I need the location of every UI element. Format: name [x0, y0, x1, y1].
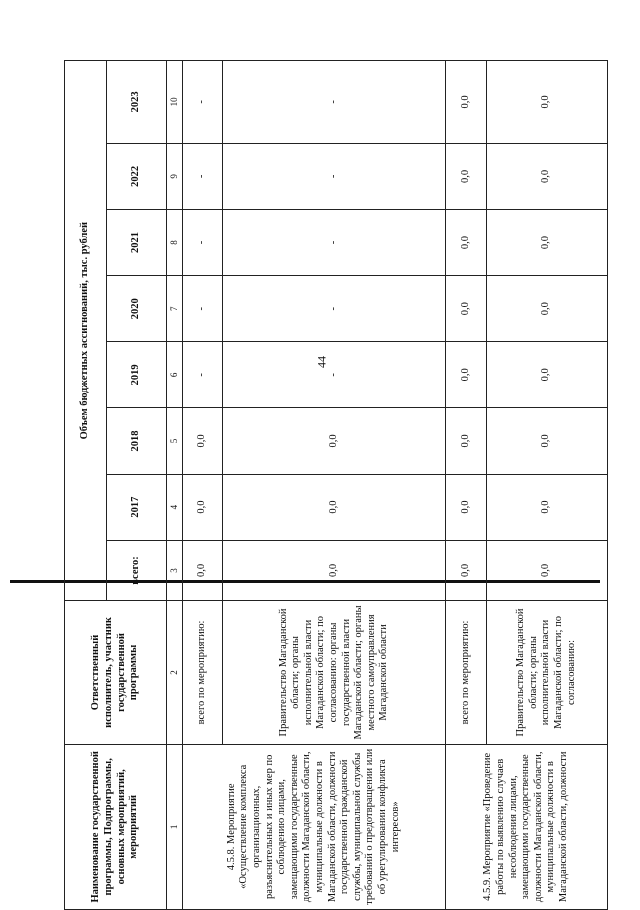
value-cell: -	[223, 276, 446, 342]
column-number: 3	[167, 540, 183, 601]
measure-name: 4.5.8. Мероприятие «Осуществление комплекса организационных, разъяснительных и иных мер по соблюдению лицами, замещающими государственные должности Магаданской области, муниципальные должности в Магаданской области, должности государственной гражданской службы, муниципальной службы требований о предотвращении или об урегулировании конфликта интересов»	[183, 744, 446, 909]
header-year: 2019	[107, 342, 167, 408]
value-cell: 0,0	[446, 342, 486, 408]
value-cell: 0,0	[446, 540, 486, 601]
column-number: 9	[167, 143, 183, 209]
header-executor: Ответственный исполнитель, участник государственной программы	[65, 601, 167, 744]
value-cell: -	[183, 143, 223, 209]
value-cell: -	[223, 342, 446, 408]
header-year: 2021	[107, 209, 167, 275]
budget-table	[64, 60, 608, 910]
value-cell: 0,0	[446, 209, 486, 275]
value-cell: 0,0	[486, 276, 607, 342]
executor-list: Правительство Магаданской области; органы исполнительной власти Магаданской области; по согласованию:	[486, 601, 607, 744]
header-budget: Объем бюджетных ассигнований, тыс. рублей	[65, 61, 107, 601]
value-cell: 0,0	[446, 143, 486, 209]
column-number: 5	[167, 408, 183, 474]
column-number: 8	[167, 209, 183, 275]
measure-name: 4.5.9. Мероприятие «Проведение работы по выявлению случаев несоблюдения лицами, замещающими государственные должности Магаданской области, муниципальные должности в Магаданской области, должности	[446, 744, 608, 909]
executor-list: Правительство Магаданской области; органы исполнительной власти Магаданской области; по согласованию: органы государственной власти Магаданской области; органы местного самоуправления Магаданской области	[223, 601, 446, 744]
header-name: Наименование государственной программы, Подпрограммы, основных мероприятий, мероприятий	[65, 744, 167, 909]
header-year: 2020	[107, 276, 167, 342]
header-year: 2022	[107, 143, 167, 209]
value-cell: -	[183, 61, 223, 144]
value-cell: 0,0	[486, 408, 607, 474]
value-cell: 0,0	[486, 474, 607, 540]
column-number: 2	[167, 601, 183, 744]
column-number: 4	[167, 474, 183, 540]
value-cell: -	[223, 61, 446, 144]
header-year: 2018	[107, 408, 167, 474]
value-cell: 0,0	[486, 61, 607, 144]
value-cell: -	[223, 143, 446, 209]
value-cell: 0,0	[486, 342, 607, 408]
value-cell: -	[183, 209, 223, 275]
value-cell: -	[223, 209, 446, 275]
column-number: 6	[167, 342, 183, 408]
executor-total: всего по мероприятию:	[183, 601, 223, 744]
executor-total: всего по мероприятию:	[446, 601, 486, 744]
value-cell: 0,0	[223, 408, 446, 474]
column-number: 7	[167, 276, 183, 342]
value-cell: 0,0	[486, 143, 607, 209]
value-cell: 0,0	[223, 540, 446, 601]
value-cell: 0,0	[486, 209, 607, 275]
value-cell: 0,0	[446, 276, 486, 342]
value-cell: 0,0	[223, 474, 446, 540]
value-cell: 0,0	[446, 408, 486, 474]
value-cell: 0,0	[183, 540, 223, 601]
value-cell: -	[183, 342, 223, 408]
value-cell: 0,0	[183, 408, 223, 474]
header-year: 2023	[107, 61, 167, 144]
value-cell: -	[183, 276, 223, 342]
page-number: 44	[314, 356, 329, 368]
header-total: всего:	[107, 540, 167, 601]
value-cell: 0,0	[486, 540, 607, 601]
column-number: 10	[167, 61, 183, 144]
column-number: 1	[167, 744, 183, 909]
header-year: 2017	[107, 474, 167, 540]
value-cell: 0,0	[446, 61, 486, 144]
value-cell: 0,0	[183, 474, 223, 540]
value-cell: 0,0	[446, 474, 486, 540]
